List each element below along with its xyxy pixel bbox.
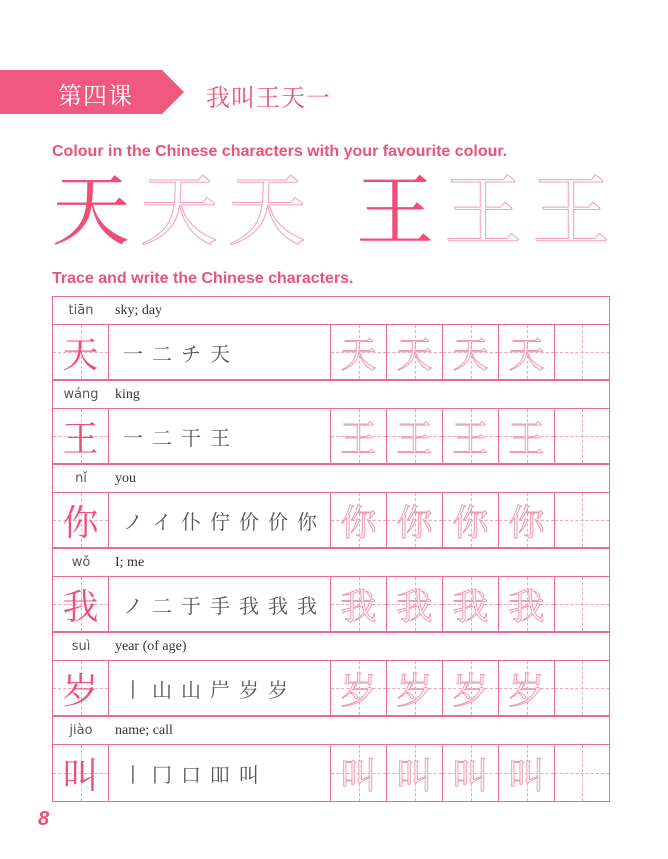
model-character: [53, 577, 109, 631]
trace-glyph: 你: [340, 502, 377, 544]
trace-glyph: 岁: [340, 670, 377, 712]
model-character: [53, 493, 109, 547]
model-character: [53, 325, 109, 379]
blank-writing-cell[interactable]: [555, 325, 609, 379]
stroke-step: ノ: [123, 593, 143, 618]
model-character-glyph: 叫: [62, 755, 99, 797]
char-info-row: [53, 549, 609, 577]
colour-char-outline[interactable]: 天: [228, 167, 307, 257]
trace-glyph: 天: [340, 334, 377, 376]
trace-cell[interactable]: [443, 661, 499, 715]
pinyin-label: wáng: [63, 387, 99, 402]
stroke-step: 价: [268, 509, 288, 534]
stroke-step: 价: [239, 509, 259, 534]
char-practice-row: [53, 745, 609, 801]
stroke-order: [109, 409, 331, 463]
trace-glyph: 你: [508, 502, 545, 544]
trace-glyph: 王: [396, 418, 433, 460]
meaning-label: king: [115, 387, 140, 402]
stroke-step: 山: [181, 677, 201, 702]
stroke-step: 岁: [239, 677, 259, 702]
trace-cell[interactable]: [387, 661, 443, 715]
colour-char-solid[interactable]: 王: [356, 167, 435, 257]
char-info-row: [53, 465, 609, 493]
trace-glyph: 天: [452, 334, 489, 376]
trace-cell[interactable]: [443, 409, 499, 463]
trace-cell[interactable]: [443, 493, 499, 547]
trace-glyph: 我: [452, 586, 489, 628]
stroke-step: 我: [268, 593, 288, 618]
model-character: [53, 745, 109, 801]
char-practice-row: [53, 493, 609, 549]
trace-cell[interactable]: [387, 493, 443, 547]
stroke-step: 二: [152, 341, 172, 366]
meaning-label: you: [115, 471, 136, 486]
char-practice-row: [53, 325, 609, 381]
stroke-step: 一: [123, 425, 143, 450]
trace-cell[interactable]: [331, 661, 387, 715]
trace-glyph: 王: [508, 418, 545, 460]
stroke-step: 干: [181, 425, 201, 450]
stroke-step: 冂: [152, 762, 172, 787]
trace-glyph: 天: [396, 334, 433, 376]
stroke-step: 仆: [181, 509, 201, 534]
trace-glyph: 叫: [396, 755, 433, 797]
trace-glyph: 岁: [452, 670, 489, 712]
trace-glyph: 天: [508, 334, 545, 376]
pinyin-label: suì: [71, 639, 91, 654]
trace-instruction: Trace and write the Chinese characters.: [52, 270, 354, 287]
trace-cell[interactable]: [331, 409, 387, 463]
trace-cell[interactable]: [443, 325, 499, 379]
trace-cell[interactable]: [499, 661, 555, 715]
trace-cell[interactable]: [499, 493, 555, 547]
model-character-glyph: 我: [62, 586, 99, 628]
stroke-step: 王: [210, 425, 230, 450]
stroke-step: 吅: [210, 762, 230, 787]
stroke-step: 二: [152, 593, 172, 618]
char-info-row: [53, 297, 609, 325]
trace-cell[interactable]: [387, 577, 443, 631]
stroke-step: チ: [181, 341, 201, 366]
model-character-glyph: 岁: [62, 670, 99, 712]
stroke-step: 叫: [239, 762, 259, 787]
model-character-glyph: 天: [62, 334, 99, 376]
colour-char-outline[interactable]: 王: [532, 167, 611, 257]
stroke-step: 丨: [123, 677, 143, 702]
lesson-title: 我叫王天一: [206, 84, 331, 112]
stroke-step: 山: [152, 677, 172, 702]
meaning-label: name; call: [115, 723, 173, 738]
trace-glyph: 我: [340, 586, 377, 628]
model-character-glyph: 王: [62, 418, 99, 460]
pinyin-label: jiào: [69, 723, 93, 738]
trace-cell[interactable]: [331, 493, 387, 547]
trace-cell[interactable]: [387, 745, 443, 801]
page-number: 8: [38, 808, 50, 830]
trace-cell[interactable]: [331, 745, 387, 801]
trace-glyph: 岁: [396, 670, 433, 712]
trace-cell[interactable]: [387, 325, 443, 379]
lesson-number: 第四课: [58, 82, 133, 110]
char-info-row: [53, 381, 609, 409]
stroke-step: 我: [297, 593, 317, 618]
colour-char-solid[interactable]: 天: [52, 167, 131, 257]
blank-writing-cell[interactable]: [555, 409, 609, 463]
trace-cell[interactable]: [499, 409, 555, 463]
char-practice-row: [53, 409, 609, 465]
blank-writing-cell[interactable]: [555, 493, 609, 547]
pinyin-label: wǒ: [71, 555, 91, 570]
trace-glyph: 王: [452, 418, 489, 460]
stroke-order: [109, 661, 331, 715]
trace-cell[interactable]: [499, 577, 555, 631]
colour-char-outline[interactable]: 天: [140, 167, 219, 257]
stroke-step: 丨: [123, 762, 143, 787]
stroke-order: [109, 577, 331, 631]
stroke-step: 岁: [268, 677, 288, 702]
meaning-label: year (of age): [115, 639, 187, 654]
stroke-step: 口: [181, 762, 201, 787]
blank-writing-cell[interactable]: [555, 745, 609, 801]
trace-cell[interactable]: [331, 325, 387, 379]
trace-glyph: 王: [340, 418, 377, 460]
model-character: [53, 409, 109, 463]
meaning-label: I; me: [115, 555, 145, 570]
trace-glyph: 叫: [340, 755, 377, 797]
trace-cell[interactable]: [387, 409, 443, 463]
stroke-step: 屵: [210, 677, 230, 702]
stroke-step: 你: [297, 509, 317, 534]
trace-glyph: 叫: [452, 755, 489, 797]
stroke-order: [109, 493, 331, 547]
trace-cell[interactable]: [499, 745, 555, 801]
char-info-row: [53, 633, 609, 661]
meaning-label: sky; day: [115, 303, 163, 318]
trace-cell[interactable]: [443, 577, 499, 631]
pinyin-label: tiān: [68, 303, 94, 318]
blank-writing-cell[interactable]: [555, 661, 609, 715]
trace-glyph: 叫: [508, 755, 545, 797]
stroke-step: 我: [239, 593, 259, 618]
trace-glyph: 我: [508, 586, 545, 628]
trace-glyph: 你: [452, 502, 489, 544]
model-character: [53, 661, 109, 715]
colour-instruction: Colour in the Chinese characters with your favourite colour.: [52, 143, 508, 160]
trace-cell[interactable]: [443, 745, 499, 801]
pinyin-label: nǐ: [75, 471, 87, 486]
model-character-glyph: 你: [62, 502, 99, 544]
stroke-step: 手: [210, 593, 230, 618]
char-info-row: [53, 717, 609, 745]
stroke-order: [109, 745, 331, 801]
writing-grid: [52, 296, 610, 802]
char-practice-row: [53, 577, 609, 633]
stroke-step: ノ: [123, 509, 143, 534]
trace-cell[interactable]: [499, 325, 555, 379]
stroke-step: イ: [152, 509, 172, 534]
colour-char-outline[interactable]: 王: [444, 167, 523, 257]
stroke-step: 一: [123, 341, 143, 366]
trace-glyph: 你: [396, 502, 433, 544]
stroke-order: [109, 325, 331, 379]
stroke-step: 二: [152, 425, 172, 450]
trace-glyph: 我: [396, 586, 433, 628]
trace-glyph: 岁: [508, 670, 545, 712]
stroke-step: 天: [210, 341, 230, 366]
trace-cell[interactable]: [331, 577, 387, 631]
char-practice-row: [53, 661, 609, 717]
stroke-step: 于: [181, 593, 201, 618]
stroke-step: 佇: [210, 509, 230, 534]
blank-writing-cell[interactable]: [555, 577, 609, 631]
